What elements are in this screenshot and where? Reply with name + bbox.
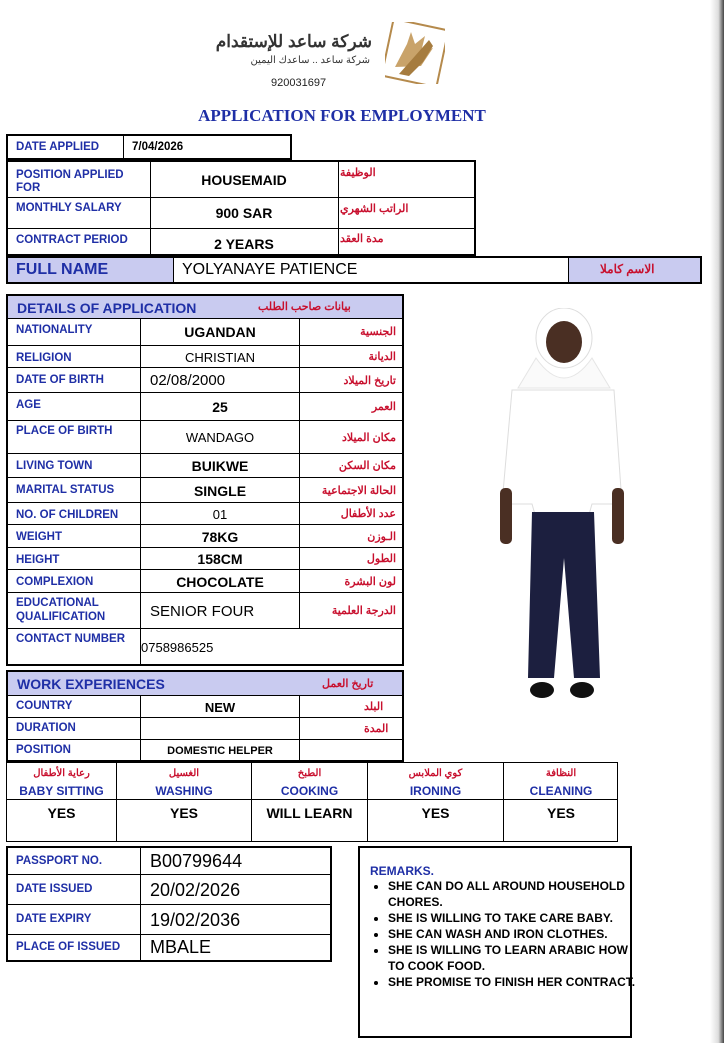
details-row-label: CONTACT NUMBER <box>16 633 126 645</box>
work-row <box>8 696 402 718</box>
details-row <box>8 318 402 346</box>
details-row-label-ar: الطول <box>366 553 396 565</box>
divider <box>299 454 300 478</box>
work-row-label: POSITION <box>16 744 71 756</box>
details-row-label-ar: عدد الأطفال <box>340 508 396 520</box>
work-row-label-ar: البلد <box>364 701 384 713</box>
details-row <box>8 629 402 666</box>
details-row-label: EDUCATIONAL QUALIFICATION <box>16 597 106 623</box>
page-title: APPLICATION FOR EMPLOYMENT <box>198 106 486 125</box>
position-label: POSITION APPLIED FOR <box>16 169 124 194</box>
skill-label-ar: النظافة <box>545 768 577 779</box>
divider <box>252 799 367 800</box>
skill-label: BABY SITTING <box>19 784 104 798</box>
remarks-list <box>368 878 636 990</box>
details-row-value: CHOCOLATE <box>176 573 264 590</box>
details-row-value: 25 <box>212 399 228 415</box>
salary-value: 900 SAR <box>215 205 273 221</box>
details-row-value: BUIKWE <box>191 458 249 474</box>
work-row-label-ar: المدة <box>364 723 389 735</box>
hands-logo-icon <box>385 22 445 84</box>
skill-value: WILL LEARN <box>266 805 353 821</box>
salary-label-ar: الراتب الشهري <box>340 203 409 215</box>
details-row-label: NATIONALITY <box>16 324 93 336</box>
work-row-value: NEW <box>204 699 236 715</box>
work-heading-ar: تاريخ العمل <box>322 678 374 690</box>
passport-row <box>8 905 330 935</box>
work-row-label: COUNTRY <box>16 700 73 712</box>
details-heading: DETAILS OF APPLICATION <box>17 300 197 316</box>
skill-value: YES <box>169 805 198 821</box>
passport-row <box>8 935 330 960</box>
contract-label: CONTRACT PERIOD <box>16 234 128 246</box>
details-row-value: UGANDAN <box>184 324 256 340</box>
divider <box>299 478 300 503</box>
divider <box>504 799 618 800</box>
details-row-label-ar: الديانة <box>368 351 396 363</box>
details-row-label: COMPLEXION <box>16 576 94 588</box>
skill-label-ar: الطبخ <box>297 768 322 779</box>
company-tagline-ar: شركة ساعد .. ساعدك اليمين <box>250 55 370 66</box>
details-row-label-ar: الدرجة العلمية <box>331 605 396 617</box>
details-table <box>6 294 404 666</box>
details-row-label: PLACE OF BIRTH <box>16 425 113 437</box>
details-row <box>8 478 402 503</box>
work-row-value: DOMESTIC HELPER <box>167 745 273 757</box>
skill-column <box>252 763 368 841</box>
skill-column <box>368 763 504 841</box>
skill-label: WASHING <box>155 784 213 798</box>
salary-label: MONTHLY SALARY <box>16 202 122 214</box>
remark-item: • SHE PROMISE TO FINISH HER CONTRACT. <box>388 974 636 990</box>
details-row-label: WEIGHT <box>16 531 62 543</box>
skills-table <box>6 762 618 842</box>
details-row-value: CHRISTIAN <box>184 349 256 365</box>
divider <box>299 525 300 548</box>
remark-item: • SHE IS WILLING TO LEARN ARABIC HOW TO COOK FOOD. <box>388 942 636 974</box>
work-table <box>6 670 404 762</box>
skill-label-ar: رعاية الأطفال <box>33 768 90 779</box>
details-row <box>8 548 402 570</box>
passport-row-label: PLACE OF ISSUED <box>16 940 121 953</box>
details-row-label: RELIGION <box>16 352 72 364</box>
details-row <box>8 368 402 393</box>
top-info-table <box>6 160 476 256</box>
details-row <box>8 421 402 454</box>
divider <box>299 696 300 718</box>
date-applied-label: DATE APPLIED <box>8 136 124 158</box>
divider <box>299 346 300 368</box>
skill-column <box>117 763 252 841</box>
passport-row-value: MBALE <box>150 937 212 957</box>
divider <box>299 503 300 525</box>
details-row-value: 01 <box>212 506 228 522</box>
contract-label-ar: مدة العقد <box>340 233 384 245</box>
page-edge-shadow <box>710 0 724 1043</box>
passport-table <box>6 846 332 962</box>
details-row-label: DATE OF BIRTH <box>16 374 104 386</box>
divider <box>299 570 300 593</box>
divider <box>140 875 141 905</box>
details-row-label-ar: مكان الميلاد <box>341 431 396 444</box>
divider <box>299 718 300 740</box>
details-row-label-ar: مكان السكن <box>338 460 396 472</box>
position-label-ar: الوظيفة <box>340 167 376 179</box>
passport-row-label: DATE ISSUED <box>16 883 93 895</box>
passport-row <box>8 848 330 875</box>
details-row <box>8 593 402 629</box>
remarks-box <box>358 846 636 1038</box>
divider <box>140 368 141 393</box>
details-row-value: SENIOR FOUR <box>150 602 255 620</box>
details-row-value: 02/08/2000 <box>150 372 226 389</box>
details-row-label: AGE <box>16 399 41 411</box>
divider <box>299 548 300 570</box>
skill-label: IRONING <box>409 784 462 798</box>
skill-label-ar: كوي الملابس <box>408 768 463 779</box>
details-row-label: HEIGHT <box>16 554 60 566</box>
date-applied-row <box>6 134 292 160</box>
divider <box>299 593 300 629</box>
work-row <box>8 718 402 740</box>
full-name-value: YOLYANAYE PATIENCE <box>182 261 358 278</box>
company-name-ar: شركة ساعد للإستقدام <box>215 32 372 51</box>
details-row <box>8 393 402 421</box>
passport-row-label: DATE EXPIRY <box>16 913 92 925</box>
details-row-value: SINGLE <box>193 482 247 499</box>
remark-item: • SHE IS WILLING TO TAKE CARE BABY. <box>388 910 636 926</box>
divider <box>299 740 300 762</box>
header <box>0 0 724 125</box>
passport-row-value: 20/02/2026 <box>150 879 241 900</box>
details-row-label: MARITAL STATUS <box>16 484 115 496</box>
remark-item: • SHE CAN WASH AND IRON CLOTHES. <box>388 926 636 942</box>
details-heading-ar: بيانات صاحب الطلب <box>258 301 351 313</box>
details-row-value: 78KG <box>201 528 239 545</box>
details-row <box>8 503 402 525</box>
skill-label: COOKING <box>280 784 339 798</box>
skill-label-ar: الغسيل <box>168 768 200 779</box>
details-row-label-ar: تاريخ الميلاد <box>343 374 396 387</box>
passport-row <box>8 875 330 905</box>
details-row-label-ar: الجنسية <box>360 326 396 338</box>
divider <box>299 421 300 454</box>
skill-value: YES <box>47 805 76 821</box>
skill-label: CLEANING <box>529 784 593 798</box>
details-row-value: 0758986525 <box>141 640 214 655</box>
passport-row-value: 19/02/2036 <box>150 909 241 930</box>
skill-column <box>504 763 618 841</box>
details-row-label-ar: العمر <box>371 401 396 413</box>
passport-row-label: PASSPORT NO. <box>16 854 103 867</box>
details-row-label: NO. OF CHILDREN <box>16 509 119 521</box>
skill-value: YES <box>546 805 575 821</box>
skill-column <box>7 763 117 841</box>
applicant-photo <box>492 308 632 704</box>
work-heading: WORK EXPERIENCES <box>17 676 165 692</box>
details-row-label: LIVING TOWN <box>16 460 93 472</box>
details-row-value: 158CM <box>197 551 243 567</box>
work-row <box>8 740 402 762</box>
divider <box>117 799 251 800</box>
remark-item: • SHE CAN DO ALL AROUND HOUSEHOLD CHORES. <box>388 878 636 910</box>
full-name-label: FULL NAME <box>8 258 174 282</box>
details-row-label-ar: الـوزن <box>367 530 396 543</box>
details-row <box>8 570 402 593</box>
details-row-value: WANDAGO <box>185 430 255 445</box>
passport-row-value: B00799644 <box>150 851 243 871</box>
divider <box>140 848 141 875</box>
details-row <box>8 346 402 368</box>
divider <box>140 935 141 960</box>
divider <box>299 393 300 421</box>
remarks-heading: REMARKS. <box>370 864 435 878</box>
details-row <box>8 454 402 478</box>
divider <box>299 318 300 346</box>
contract-value: 2 YEARS <box>214 235 274 252</box>
full-name-row <box>6 256 702 284</box>
full-name-label-ar: الاسم كاملا <box>600 262 655 276</box>
details-row-label-ar: الحالة الاجتماعية <box>321 484 396 497</box>
divider <box>299 368 300 393</box>
details-row <box>8 525 402 548</box>
divider <box>368 799 503 800</box>
work-row-label: DURATION <box>16 722 76 734</box>
date-applied-value: 7/04/2026 <box>132 141 184 153</box>
company-phone: 920031697 <box>271 77 327 89</box>
skill-value: YES <box>421 805 450 821</box>
position-value: HOUSEMAID <box>201 171 287 188</box>
details-row-label-ar: لون البشرة <box>344 575 396 588</box>
work-row-value <box>141 718 299 740</box>
divider <box>7 799 116 800</box>
divider <box>140 593 141 629</box>
divider <box>140 905 141 935</box>
